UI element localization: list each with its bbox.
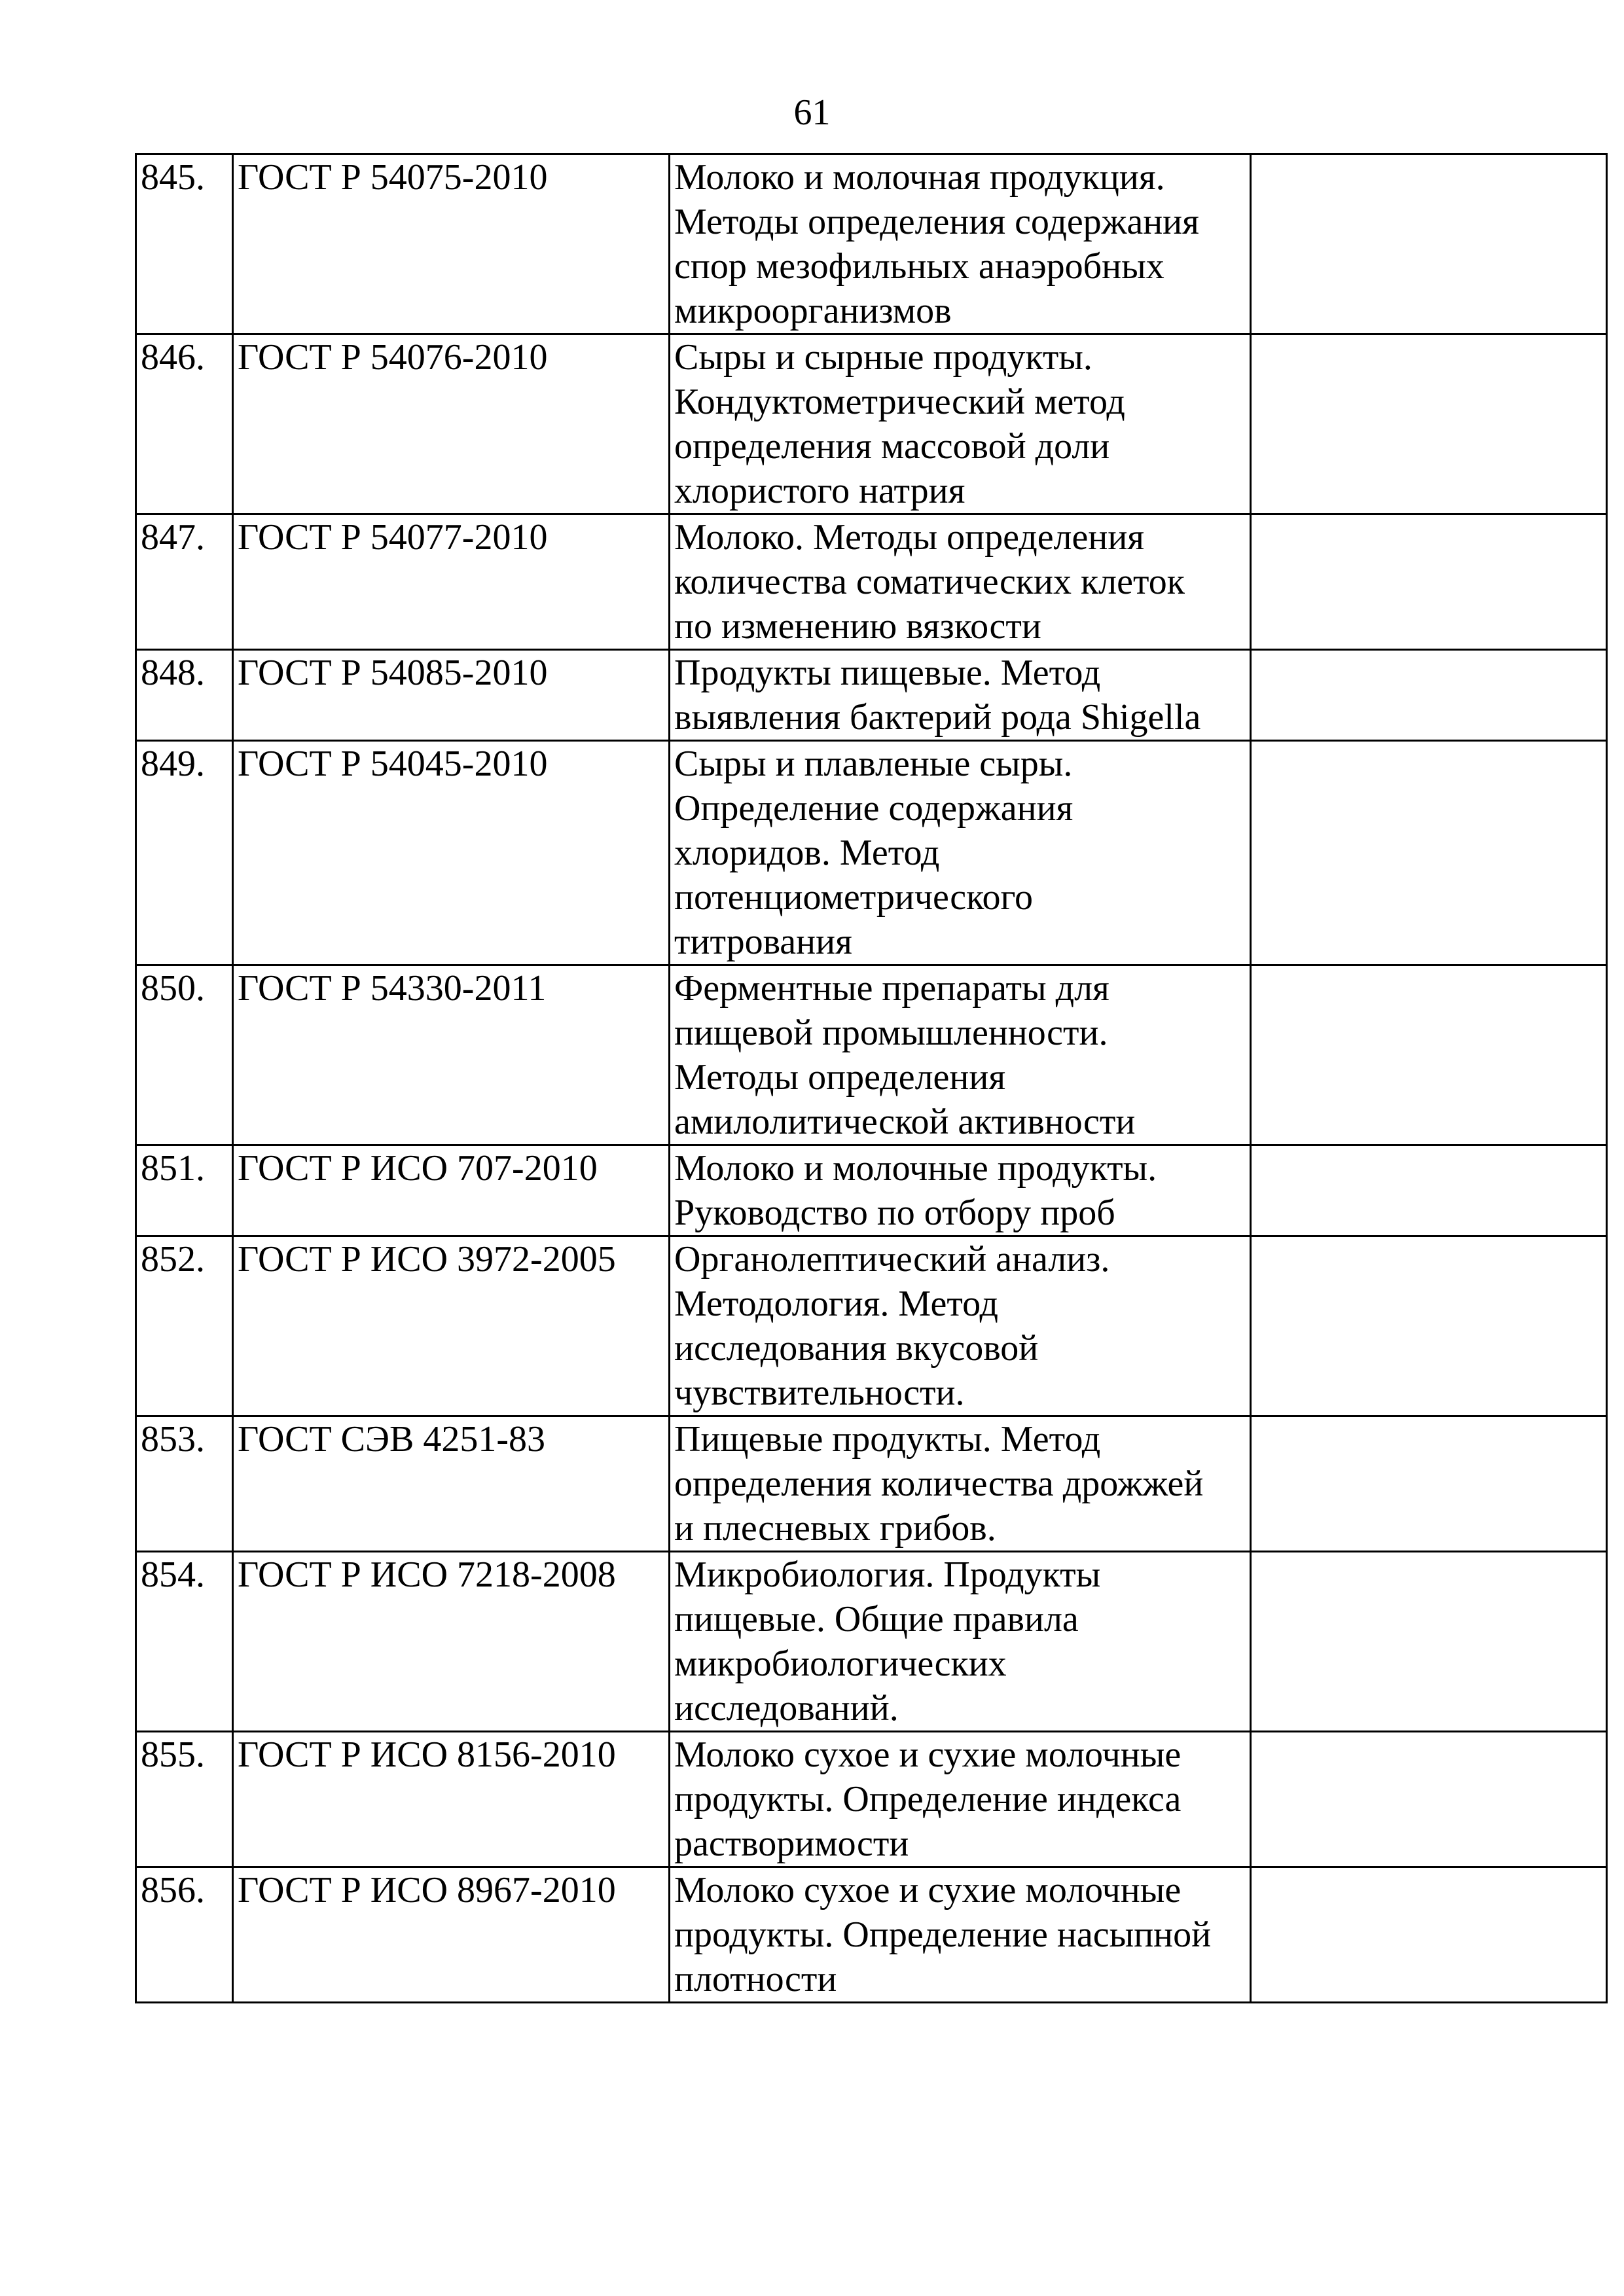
row-number: 848. — [136, 650, 233, 741]
standard-code: ГОСТ Р ИСО 7218-2008 — [233, 1552, 670, 1732]
notes-cell — [1251, 1732, 1607, 1867]
table-row — [136, 514, 1607, 650]
standard-code: ГОСТ Р 54075-2010 — [233, 154, 670, 334]
notes-cell — [1251, 965, 1607, 1145]
standard-title: Пищевые продукты. Метод определения количества дрожжей и плесневых грибов. — [670, 1416, 1251, 1552]
standard-title: Молоко. Методы определения количества соматических клеток по изменению вязкости — [670, 514, 1251, 650]
notes-cell — [1251, 154, 1607, 334]
standard-title: Молоко сухое и сухие молочные продукты. Определение индекса растворимости — [670, 1732, 1251, 1867]
row-number: 850. — [136, 965, 233, 1145]
standard-code: ГОСТ Р ИСО 8967-2010 — [233, 1867, 670, 2003]
table-row — [136, 1236, 1607, 1416]
row-number: 852. — [136, 1236, 233, 1416]
standards-table-body — [136, 154, 1607, 2003]
row-number: 846. — [136, 334, 233, 514]
standard-title: Органолептический анализ. Методология. Метод исследования вкусовой чувствительности. — [670, 1236, 1251, 1416]
notes-cell — [1251, 1552, 1607, 1732]
table-row — [136, 741, 1607, 965]
table-row — [136, 1145, 1607, 1236]
standard-title: Продукты пищевые. Метод выявления бактерий рода Shigella — [670, 650, 1251, 741]
row-number: 856. — [136, 1867, 233, 2003]
notes-cell — [1251, 334, 1607, 514]
table-row — [136, 1867, 1607, 2003]
notes-cell — [1251, 1145, 1607, 1236]
standard-title: Сыры и сырные продукты. Кондуктометрический метод определения массовой доли хлористого натрия — [670, 334, 1251, 514]
notes-cell — [1251, 741, 1607, 965]
table-row — [136, 1416, 1607, 1552]
row-number: 851. — [136, 1145, 233, 1236]
standard-code: ГОСТ Р ИСО 8156-2010 — [233, 1732, 670, 1867]
notes-cell — [1251, 1867, 1607, 2003]
notes-cell — [1251, 1416, 1607, 1552]
row-number: 845. — [136, 154, 233, 334]
table-row — [136, 154, 1607, 334]
row-number: 853. — [136, 1416, 233, 1552]
standard-code: ГОСТ Р 54076-2010 — [233, 334, 670, 514]
page-number: 61 — [793, 92, 831, 133]
table-row — [136, 650, 1607, 741]
standard-title: Ферментные препараты для пищевой промышленности. Методы определения амилолитической активности — [670, 965, 1251, 1145]
standard-title: Сыры и плавленые сыры. Определение содержания хлоридов. Метод потенциометрического титрования — [670, 741, 1251, 965]
standard-title: Молоко и молочная продукция. Методы определения содержания спор мезофильных анаэробных микроорганизмов — [670, 154, 1251, 334]
notes-cell — [1251, 1236, 1607, 1416]
standard-code: ГОСТ Р ИСО 3972-2005 — [233, 1236, 670, 1416]
standard-title: Молоко сухое и сухие молочные продукты. Определение насыпной плотности — [670, 1867, 1251, 2003]
row-number: 855. — [136, 1732, 233, 1867]
notes-cell — [1251, 650, 1607, 741]
table-row — [136, 334, 1607, 514]
standards-table — [135, 153, 1608, 2003]
table-row — [136, 965, 1607, 1145]
standard-code: ГОСТ Р 54085-2010 — [233, 650, 670, 741]
standard-code: ГОСТ Р 54330-2011 — [233, 965, 670, 1145]
row-number: 854. — [136, 1552, 233, 1732]
standard-title: Микробиология. Продукты пищевые. Общие правила микробиологических исследований. — [670, 1552, 1251, 1732]
standard-code: ГОСТ Р 54077-2010 — [233, 514, 670, 650]
table-row — [136, 1732, 1607, 1867]
notes-cell — [1251, 514, 1607, 650]
row-number: 849. — [136, 741, 233, 965]
standard-code: ГОСТ Р ИСО 707-2010 — [233, 1145, 670, 1236]
standard-title: Молоко и молочные продукты. Руководство по отбору проб — [670, 1145, 1251, 1236]
table-row — [136, 1552, 1607, 1732]
row-number: 847. — [136, 514, 233, 650]
standard-code: ГОСТ СЭВ 4251-83 — [233, 1416, 670, 1552]
standard-code: ГОСТ Р 54045-2010 — [233, 741, 670, 965]
